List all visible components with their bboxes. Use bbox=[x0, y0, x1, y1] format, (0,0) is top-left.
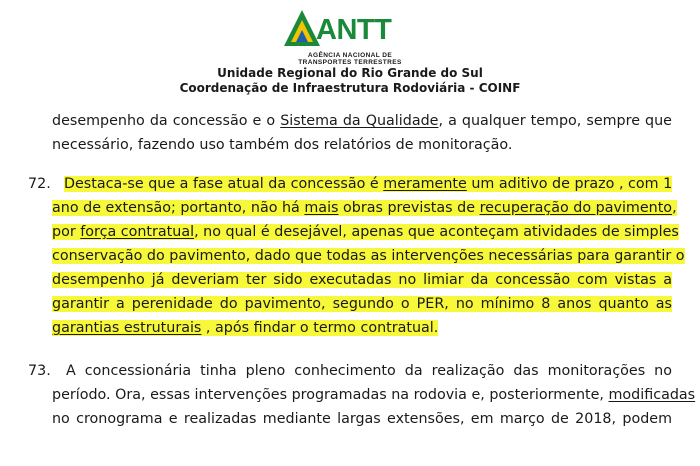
paragraph-line bbox=[52, 245, 685, 267]
agency-line-1: AGÊNCIA NACIONAL DE bbox=[307, 52, 393, 59]
underlined-text: força contratual bbox=[80, 224, 195, 240]
paragraph-line bbox=[52, 221, 679, 243]
text-span: , após findar o termo contratual. bbox=[201, 320, 439, 336]
underlined-text: meramente bbox=[383, 176, 467, 192]
highlighted-text bbox=[52, 320, 438, 336]
paragraph-line bbox=[52, 293, 672, 315]
paragraph-line bbox=[66, 360, 672, 382]
antt-logo bbox=[0, 8, 700, 58]
agency-line-2: TRANSPORTES TERRESTRES bbox=[298, 59, 402, 66]
underlined-text: recuperação do pavimento bbox=[479, 200, 673, 216]
text-span: desempenho da concessão e o bbox=[52, 113, 281, 129]
highlighted-text: desempenho já deveriam ter sido executadas no limiar da concessão com vistas a bbox=[52, 272, 672, 288]
text-span: necessário, fazendo uso também dos relatórios de monitoração. bbox=[52, 137, 513, 153]
text-span: período. Ora, essas intervenções programadas na rodovia e, posteriormente, bbox=[52, 387, 609, 403]
underlined-text: mais bbox=[304, 200, 339, 216]
unit-title: Unidade Regional do Rio Grande do Sul bbox=[217, 66, 483, 80]
text-span: , a qualquer tempo, sempre que bbox=[438, 113, 672, 129]
highlighted-text bbox=[52, 224, 679, 240]
text-span: , no qual é desejável, apenas que aconteçam atividades de simples bbox=[194, 224, 679, 240]
paragraph-number: 73. bbox=[28, 363, 51, 379]
coordination-title: Coordenação de Infraestrutura Rodoviária - COINF bbox=[179, 81, 521, 95]
agency-name bbox=[0, 52, 700, 66]
text-span: A concessionária tinha pleno conhecimento da realização das monitorações no bbox=[66, 363, 672, 379]
text-span: um aditivo de prazo , com 1 bbox=[466, 176, 673, 192]
text-span: no cronograma e realizadas mediante largas extensões, em março de 2018, podem bbox=[52, 411, 672, 427]
text-span: por bbox=[52, 224, 81, 240]
underlined-text: Sistema da Qualidade bbox=[280, 113, 439, 129]
underlined-text: garantias estruturais bbox=[52, 320, 202, 336]
paragraph-line bbox=[52, 384, 696, 406]
paragraph-line bbox=[52, 317, 672, 339]
paragraph-line bbox=[52, 134, 672, 156]
underlined-text: modificadas bbox=[608, 387, 696, 403]
highlighted-text bbox=[52, 200, 677, 216]
text-span: Destaca-se que a fase atual da concessão é bbox=[64, 176, 384, 192]
highlighted-text: conservação do pavimento, dado que todas as intervenções necessárias para garantir o bbox=[52, 248, 685, 264]
highlighted-text bbox=[64, 176, 672, 192]
paragraph-line bbox=[52, 197, 677, 219]
paragraph-number: 72. bbox=[28, 176, 51, 192]
text-span: , bbox=[672, 200, 677, 216]
text-span: ano de extensão; portanto, não há bbox=[52, 200, 305, 216]
paragraph-line bbox=[52, 110, 672, 132]
highlighted-text: garantir a perenidade do pavimento, segundo o PER, no mínimo 8 anos quanto as bbox=[52, 296, 672, 312]
paragraph-line bbox=[52, 408, 672, 430]
paragraph-line bbox=[64, 173, 672, 195]
paragraph-line bbox=[52, 269, 672, 291]
text-span: obras previstas de bbox=[338, 200, 480, 216]
logo-wordmark: ANTT bbox=[316, 14, 392, 46]
